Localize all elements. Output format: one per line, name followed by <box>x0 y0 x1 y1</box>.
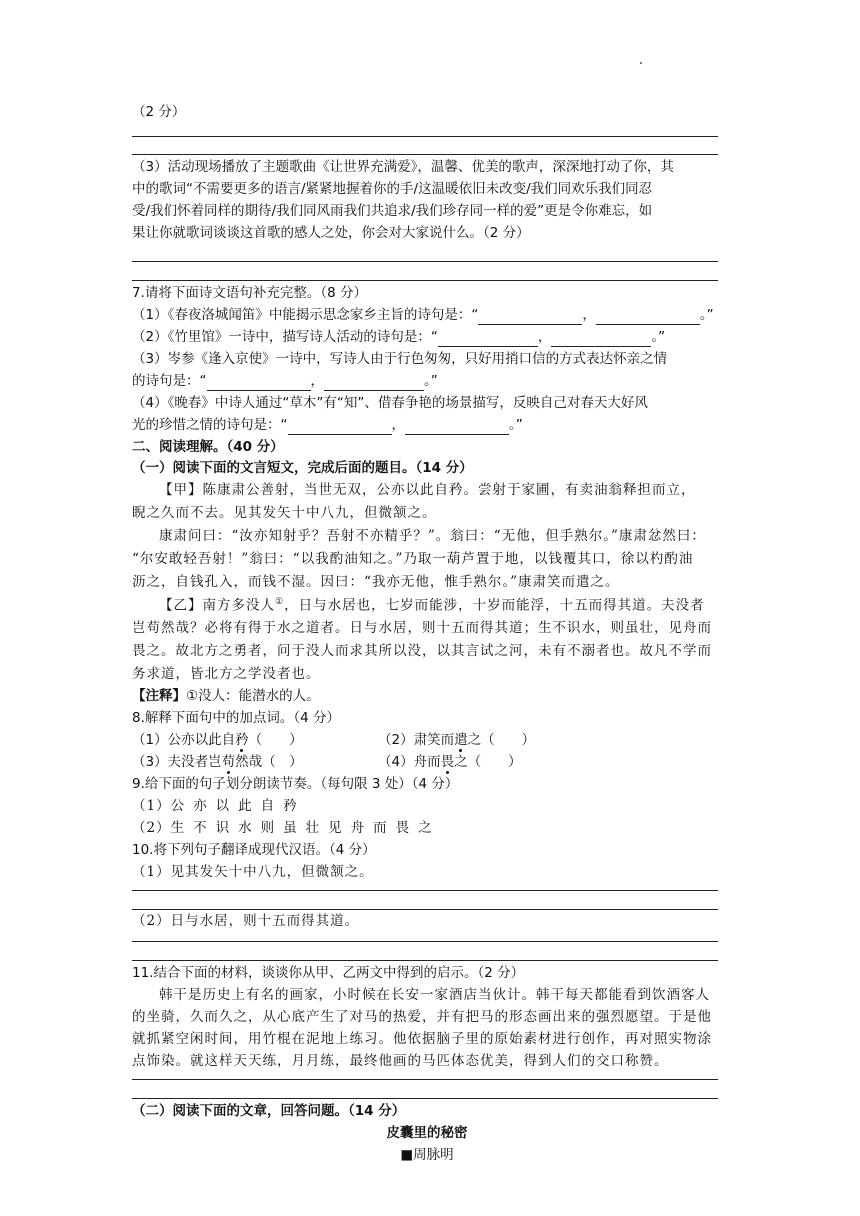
q11-material-line: 点饰染。就这样天天练，月月练，最终他画的马匹体态优美，得到人们的交口称赞。 <box>132 1053 669 1069</box>
answer-line[interactable] <box>132 890 718 891</box>
q6-part3-line: 中的歌词“不需要更多的语言/紧紧地握着你的手/这温暖依旧未改变/我们同欢乐我们同忍 <box>132 181 653 197</box>
fill-blank[interactable] <box>596 310 700 325</box>
fill-blank[interactable] <box>324 376 424 391</box>
q9-item-label: （1） <box>132 798 171 814</box>
annotation-mark: ① <box>186 688 199 704</box>
answer-line[interactable] <box>132 960 718 961</box>
q9-item-sentence[interactable]: 生不识水则虽壮见舟而畏之 <box>170 820 441 836</box>
q6-part3-line: （3）活动现场播放了主题歌曲《让世界充满爱》，温馨、优美的歌声，深深地打动了你，其 <box>132 159 674 175</box>
annotation-label: 【注释】 <box>132 688 186 704</box>
passage-yi-line: 岂苟然哉？必将有得于水之道者。日与水居，则十五而得其道；生不识水，则虽壮，见舟而 <box>132 620 712 636</box>
close-quote: 。” <box>651 329 666 345</box>
q7-item-3 <box>132 373 722 395</box>
q8-row-2 <box>132 754 722 776</box>
answer-paren[interactable]: 之（ ） <box>467 732 536 748</box>
comma: ， <box>391 417 405 433</box>
question-7 <box>132 285 722 439</box>
dotted-word: 遣 <box>454 732 468 748</box>
q11-title: 11.结合下面的材料，谈谈你从甲、乙两文中得到的启示。（2 分） <box>132 965 525 981</box>
passage-yi-text: 【乙】南方多没人 <box>159 597 275 614</box>
passage-jia-line: 【甲】陈康肃公善射，当世无双，公亦以此自矜。尝射于家圃，有卖油翁释担而立， <box>159 482 696 498</box>
close-quote: 。” <box>699 307 714 323</box>
classical-passages <box>132 482 722 688</box>
q7-item-2 <box>132 329 722 351</box>
passage-jia-line: 沥之，自钱孔入，而钱不湿。因曰：“我亦无他，惟手熟尔。”康肃笑而遣之。 <box>132 574 620 590</box>
annotation-text: 没人：能潜水的人。 <box>198 688 320 704</box>
author-name: 周脉明 <box>413 1147 454 1163</box>
annotation <box>132 688 722 710</box>
q10-item-1: （1）见其发矢十中八九，但微颔之。 <box>132 864 374 880</box>
q7-item-2-text: （2）《竹里馆》一诗中，描写诗人活动的诗句是：“ <box>132 329 438 345</box>
answer-paren[interactable]: 之（ ） <box>454 754 522 770</box>
q9-item-label: （2） <box>132 820 171 836</box>
q6-part3-line: 受/我们怀着同样的期待/我们同风雨我们共追求/我们珍存同一样的爱”更是令你难忘，如 <box>132 203 653 219</box>
q7-item-4 <box>132 417 722 439</box>
dotted-word: 畏 <box>440 754 455 770</box>
exam-content <box>132 104 722 1169</box>
fill-blank[interactable] <box>438 332 538 347</box>
close-quote: 。” <box>509 417 523 433</box>
answer-paren[interactable]: 然哉（ ） <box>235 754 303 770</box>
article-title: 皮囊里的秘密 <box>386 1125 468 1141</box>
page-dot <box>640 62 642 64</box>
q8-item-1 <box>132 732 303 748</box>
q7-item-3-line-1: （3）岑参《逢入京使》一诗中，写诗人由于行色匆匆，只好用捎口信的方式表达怀亲之情 <box>132 351 668 367</box>
footnote-marker: ① <box>275 597 285 607</box>
q8-item-text: （4）舟而 <box>378 754 441 770</box>
q10-title: 10.将下列句子翻译成现代汉语。（4 分） <box>132 842 376 858</box>
q11-material-line: 的坐骑，久而久之，从心底产生了对马的热爱，并有把马的形态画出来的强烈愿望。于是他 <box>132 1009 712 1025</box>
q7-title: 7.请将下面诗文语句补充完整。（8 分） <box>132 285 368 301</box>
comma: ， <box>582 307 596 323</box>
answer-line[interactable] <box>132 261 718 262</box>
part-1-title: （一）阅读下面的文言短文，完成后面的题目。（14 分） <box>132 460 473 476</box>
answer-line[interactable] <box>132 1098 718 1099</box>
q11-material <box>132 987 722 1075</box>
passage-yi-line <box>132 597 722 620</box>
dotted-word: 矜 <box>235 732 249 748</box>
q7-item-4-text: 光的珍惜之情的诗句是：“ <box>132 417 288 433</box>
q11-material-line: 韩干是历史上有名的画家，小时候在长安一家酒店当伙计。韩干每天都能看到饮酒客人 <box>159 987 710 1003</box>
q7-item-4-line-1: （4）《晚春》中诗人通过“草木”有“知”、借春争艳的场景描写，反映自己对春天大好风 <box>132 395 648 411</box>
q8-item-text: （1）公亦以此自 <box>132 732 236 748</box>
answer-line[interactable] <box>132 154 718 155</box>
q6-part2-score: （2 分） <box>132 104 186 120</box>
q9-title: 9.给下面的句子划分朗读节奏。（每句限 3 处）（4 分） <box>132 776 459 792</box>
answer-line[interactable] <box>132 941 718 942</box>
fill-blank[interactable] <box>207 376 311 391</box>
passage-jia-line: “尔安敢轻吾射！”翁曰：“以我酌油知之。”乃取一葫芦置于地，以钱覆其口，徐以杓酌油 <box>132 551 694 567</box>
q8-item-text: （3）夫没者岂 <box>132 754 222 770</box>
q8-item-4 <box>378 754 522 772</box>
answer-line[interactable] <box>132 136 718 137</box>
passage-jia-line: 康肃问曰：“汝亦知射乎？吾射不亦精乎？”。翁曰：“无他，但手熟尔。”康肃忿然曰： <box>159 528 706 544</box>
q6-part3-line: 果让你就歌词谈谈这首歌的感人之处，你会对大家说什么。（2 分） <box>132 225 530 241</box>
answer-line[interactable] <box>132 280 718 281</box>
passage-yi-text: ，日与水居也，七岁而能涉，十岁而能浮，十五而得其道。夫没者 <box>284 597 705 614</box>
fill-blank[interactable] <box>405 420 509 435</box>
part-2-title: （二）阅读下面的文章，回答问题。（14 分） <box>132 1103 406 1119</box>
q7-item-3-text: 的诗句是：“ <box>132 373 207 389</box>
q10-item-2: （2）日与水居，则十五而得其道。 <box>132 913 360 929</box>
answer-paren[interactable]: （ ） <box>248 732 303 748</box>
q8-item-2 <box>378 732 535 750</box>
q8-item-3 <box>132 754 303 770</box>
q7-item-1 <box>132 307 722 329</box>
passage-yi-line: 务求道，皆北方之学没者也。 <box>132 666 321 682</box>
q8-title: 8.解释下面句中的加点词。（4 分） <box>132 710 341 726</box>
article-author <box>132 1147 722 1169</box>
fill-blank[interactable] <box>478 310 582 325</box>
q11-material-line: 就抓紧空闲时间，用竹棍在泥地上练习。他依据脑子里的原始素材进行创作，再对照实物涂 <box>132 1031 712 1047</box>
comma: ， <box>537 329 552 345</box>
q7-item-1-text: （1）《春夜洛城闻笛》中能揭示思念家乡主旨的诗句是：“ <box>132 307 479 323</box>
q9-item-2 <box>132 820 722 842</box>
q6-part3 <box>132 159 722 247</box>
q8-item-text: （2）肃笑而 <box>378 732 455 748</box>
answer-line[interactable] <box>132 1079 718 1080</box>
answer-line[interactable] <box>132 909 718 910</box>
q8-row-1 <box>132 732 722 754</box>
section-2-title: 二、阅读理解。（40 分） <box>132 439 284 455</box>
passage-yi-line: 畏之。故北方之勇者，问于没人而求其所以没，以其言试之河，未有不溺者也。故凡不学而 <box>132 643 712 659</box>
comma: ， <box>310 373 324 389</box>
q9-item-sentence[interactable]: 公亦以此自矜 <box>170 798 306 814</box>
q9-item-1 <box>132 798 722 820</box>
author-marker-icon: ■ <box>400 1147 414 1163</box>
dotted-word: 苟 <box>221 754 236 770</box>
fill-blank[interactable] <box>288 420 392 435</box>
close-quote: 。” <box>424 373 438 389</box>
passage-jia-line: 睨之久而不去。见其发矢十中八九，但微颔之。 <box>132 505 437 521</box>
fill-blank[interactable] <box>551 332 651 347</box>
